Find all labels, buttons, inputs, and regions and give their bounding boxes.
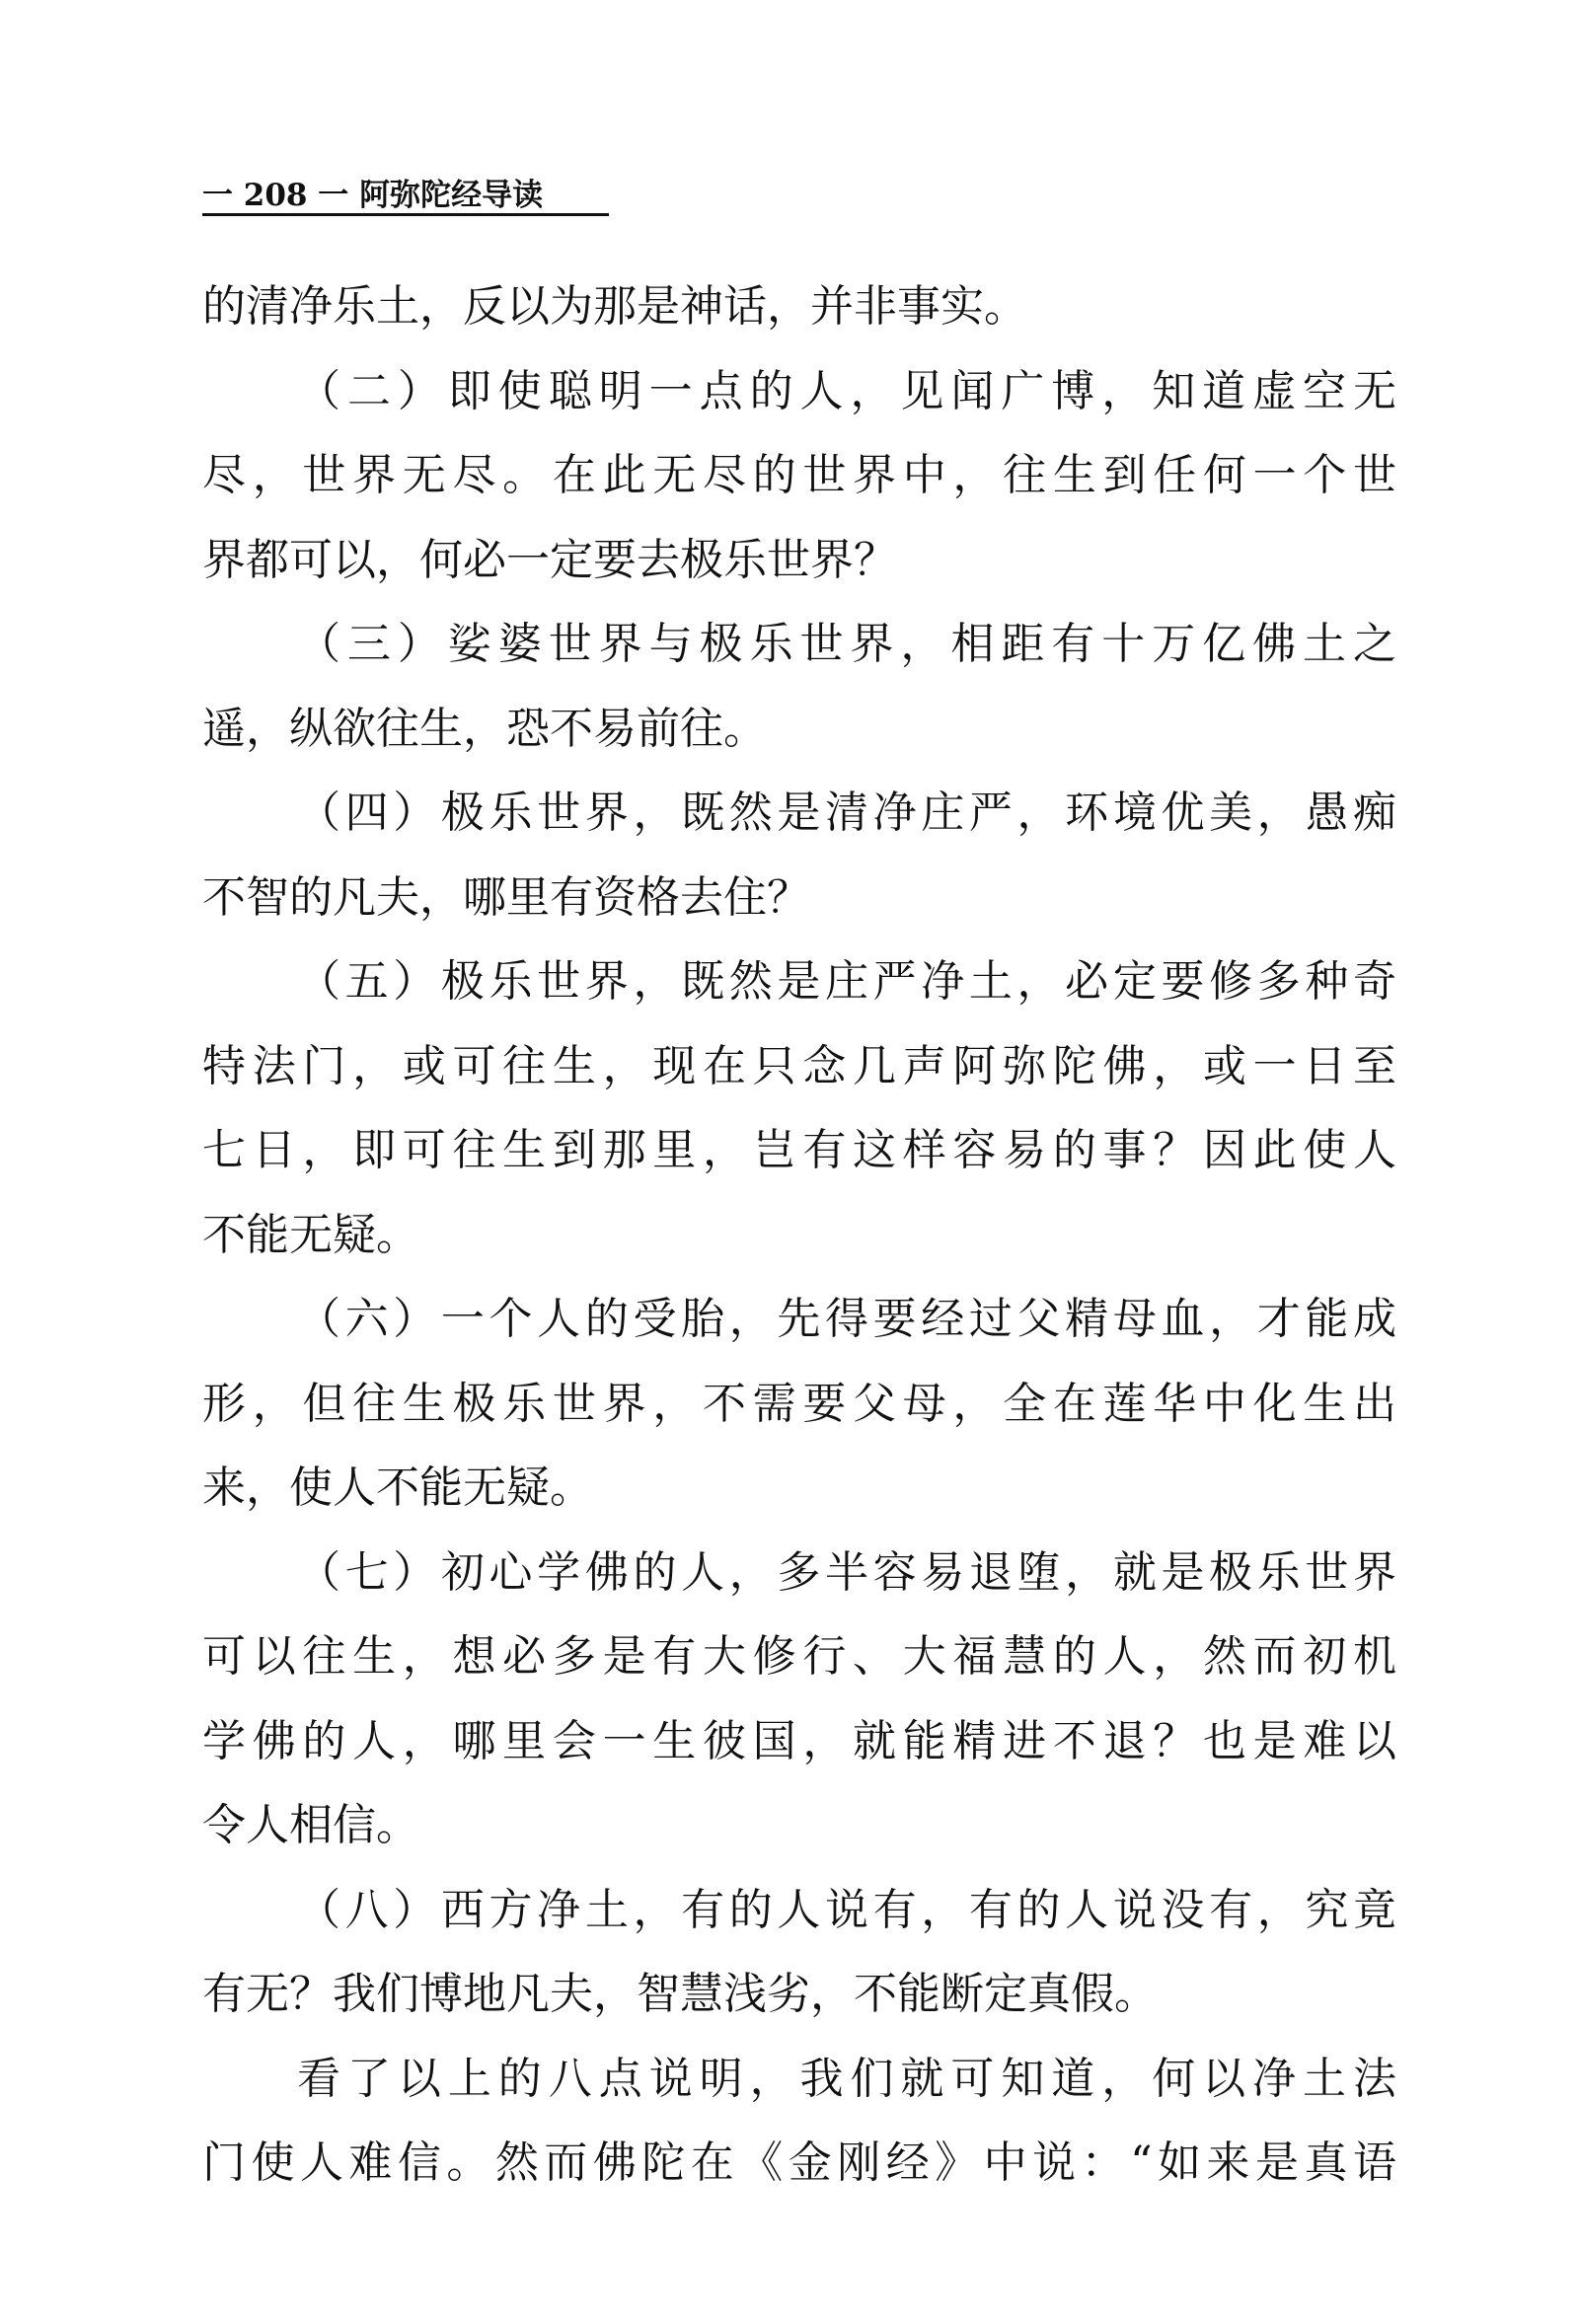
text-line: 特法门，或可往生，现在只念几声阿弥陀佛，或一日至: [202, 1040, 1396, 1091]
text-line: （五）极乐世界，既然是庄严净土，必定要修多种奇: [297, 956, 1396, 1007]
text-line: 尽，世界无尽。在此无尽的世界中，往生到任何一个世: [202, 450, 1396, 500]
text-line: （六）一个人的受胎，先得要经过父精母血，才能成: [297, 1294, 1396, 1344]
header-rule: [202, 213, 609, 216]
text-line: 令人相信。: [202, 1800, 419, 1850]
text-line: 有无？我们博地凡夫，智慧浅劣，不能断定真假。: [202, 1969, 1158, 2019]
text-line: （二）即使聪明一点的人，见闻广博，知道虚空无: [297, 365, 1396, 416]
text-line: 不智的凡夫，哪里有资格去住？: [202, 871, 810, 923]
page-number-and-book-title: 一 208 一 阿弥陀经导读: [202, 178, 544, 213]
running-header: [202, 170, 612, 217]
text-line: （四）极乐世界，既然是清净庄严，环境优美，愚痴: [297, 787, 1396, 838]
text-line: 门使人难信。然而佛陀在《金刚经》中说：“如来是真语: [202, 2137, 1396, 2188]
text-line: 遥，纵欲往生，恐不易前往。: [202, 703, 767, 754]
text-line: （七）初心学佛的人，多半容易退堕，就是极乐世界: [297, 1546, 1396, 1598]
text-line: 学佛的人，哪里会一生彼国，就能精进不退？也是难以: [202, 1715, 1396, 1766]
text-line: 不能无疑。: [202, 1209, 419, 1260]
text-line: 可以往生，想必多是有大修行、大福慧的人，然而初机: [202, 1631, 1396, 1682]
text-line: 来，使人不能无疑。: [202, 1462, 593, 1513]
text-line: （八）西方净土，有的人说有，有的人说没有，究竟: [297, 1884, 1396, 1935]
body-text: [202, 264, 1396, 2206]
text-line: 七日，即可往生到那里，岂有这样容易的事？因此使人: [202, 1125, 1396, 1175]
text-line: 看了以上的八点说明，我们就可知道，何以净土法: [297, 2053, 1396, 2104]
text-line: 界都可以，何必一定要去极乐世界？: [202, 534, 897, 585]
text-line: 形，但往生极乐世界，不需要父母，全在莲华中化生出: [202, 1378, 1396, 1429]
text-line: （三）娑婆世界与极乐世界，相距有十万亿佛土之: [297, 619, 1396, 669]
text-line: 的清净乐土，反以为那是神话，并非事实。: [202, 281, 1027, 332]
